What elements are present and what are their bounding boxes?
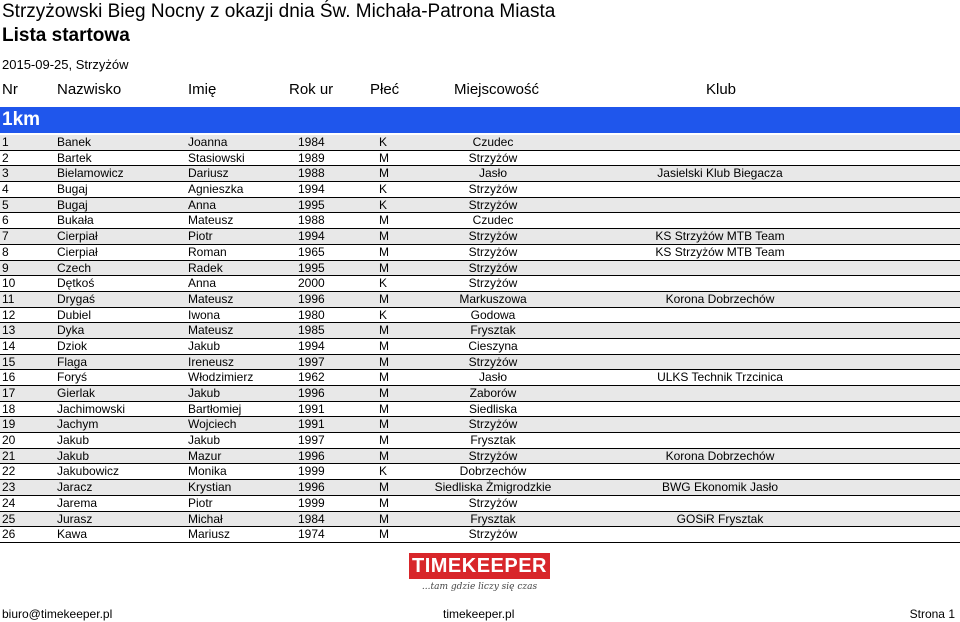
- cell-nr: 5: [2, 197, 9, 212]
- cell-rok: 1984: [298, 511, 325, 526]
- cell-klub-text: Korona Dobrzechów: [665, 291, 775, 306]
- cell-rok: 1988: [298, 166, 325, 181]
- start-list-table: [0, 135, 960, 543]
- section-label: 1km: [2, 109, 41, 130]
- cell-imie: Agnieszka: [188, 182, 244, 197]
- cell-rok: 1962: [298, 370, 325, 385]
- cell-nr: 10: [2, 276, 16, 291]
- cell-nr: 22: [2, 464, 16, 479]
- table-row: [0, 292, 960, 308]
- cell-miejscowosc-text: Czudec: [472, 135, 514, 149]
- cell-nazwisko: Drygaś: [57, 291, 96, 306]
- cell-miejscowosc-text: Strzyżów: [468, 354, 518, 369]
- cell-miejscowosc-text: Strzyżów: [468, 197, 518, 212]
- cell-rok: 1994: [298, 229, 325, 244]
- cell-nazwisko: Jachym: [57, 417, 99, 432]
- cell-nr: 2: [2, 150, 9, 165]
- cell-rok: 1996: [298, 291, 325, 306]
- cell-rok: 1995: [298, 197, 325, 212]
- cell-plec: K: [379, 197, 388, 212]
- col-header-miejscowosc: Miejscowość: [454, 81, 540, 98]
- col-header-plec: Płeć: [370, 81, 400, 98]
- table-row: [0, 213, 960, 229]
- table-row: [0, 496, 960, 512]
- footer-email: biuro@timekeeper.pl: [2, 607, 113, 621]
- cell-nazwisko: Gierlak: [57, 386, 96, 400]
- cell-plec: M: [379, 527, 389, 542]
- cell-imie: Joanna: [188, 135, 228, 149]
- cell-rok: 1996: [298, 448, 325, 463]
- cell-miejscowosc-text: Strzyżów: [468, 229, 518, 244]
- cell-imie: Jakub: [188, 433, 221, 448]
- cell-miejscowosc-text: Strzyżów: [468, 276, 518, 291]
- col-header-imie: Imię: [188, 81, 217, 98]
- page-title: Strzyżowski Bieg Nocny z okazji dnia Św. Michała-Patrona Miasta: [2, 1, 556, 22]
- cell-nazwisko: Czech: [57, 260, 92, 275]
- cell-nr: 23: [2, 480, 16, 495]
- cell-nazwisko: Flaga: [57, 354, 88, 369]
- cell-plec: K: [379, 135, 388, 149]
- cell-nazwisko: Kawa: [57, 527, 88, 542]
- cell-imie: Jakub: [188, 386, 221, 400]
- cell-imie: Anna: [188, 276, 217, 291]
- section-band: [0, 107, 960, 133]
- cell-nr: 25: [2, 511, 16, 526]
- cell-nazwisko: Jachimowski: [57, 401, 126, 416]
- table-row: [0, 402, 960, 418]
- table-row: [0, 464, 960, 480]
- cell-rok: 1997: [298, 354, 325, 369]
- table-row: [0, 355, 960, 371]
- cell-nr: 26: [2, 527, 16, 542]
- table-row: [0, 261, 960, 277]
- table-row: [0, 229, 960, 245]
- cell-nr: 16: [2, 370, 16, 385]
- table-row: [0, 151, 960, 167]
- cell-nazwisko: Dyka: [57, 323, 85, 338]
- cell-plec: M: [379, 511, 389, 526]
- cell-imie: Iwona: [188, 307, 221, 322]
- logo-wordmark: TIMEKEEPER: [411, 554, 548, 577]
- table-row: [0, 527, 960, 543]
- cell-rok: 1985: [298, 323, 325, 338]
- cell-klub-text: BWG Ekonomik Jasło: [661, 480, 779, 495]
- table-row: [0, 166, 960, 182]
- cell-nr: 21: [2, 448, 16, 463]
- table-row: [0, 449, 960, 465]
- table-row: [0, 135, 960, 151]
- page-subtitle: Lista startowa: [2, 25, 130, 46]
- cell-nazwisko: Bugaj: [57, 197, 88, 212]
- cell-rok: 1988: [298, 213, 325, 228]
- cell-imie: Monika: [188, 464, 227, 479]
- cell-miejscowosc-text: Strzyżów: [468, 150, 518, 165]
- cell-imie: Włodzimierz: [188, 370, 254, 385]
- cell-nr: 3: [2, 166, 9, 181]
- cell-imie: Bartłomiej: [188, 401, 242, 416]
- cell-imie: Dariusz: [188, 166, 229, 181]
- cell-nazwisko: Bartek: [57, 150, 92, 165]
- cell-nr: 6: [2, 213, 9, 228]
- cell-miejscowosc-text: Strzyżów: [468, 182, 518, 197]
- cell-nazwisko: Bielamowicz: [57, 166, 124, 181]
- cell-plec: M: [379, 401, 389, 416]
- cell-nazwisko: Bukała: [57, 213, 94, 228]
- cell-rok: 1974: [298, 527, 325, 542]
- cell-plec: M: [379, 448, 389, 463]
- col-header-rok: Rok ur: [289, 81, 334, 98]
- cell-nazwisko: Jakubowicz: [57, 464, 120, 479]
- cell-miejscowosc-text: Zaborów: [469, 386, 517, 400]
- cell-nazwisko: Dubiel: [57, 307, 92, 322]
- cell-nr: 7: [2, 229, 9, 244]
- cell-plec: M: [379, 480, 389, 495]
- col-header-nazwisko: Nazwisko: [57, 81, 122, 98]
- cell-miejscowosc-text: Siedliska: [468, 401, 518, 416]
- cell-imie: Piotr: [188, 495, 213, 510]
- cell-imie: Jakub: [188, 338, 221, 353]
- cell-miejscowosc-text: Strzyżów: [468, 417, 518, 432]
- cell-plec: M: [379, 213, 389, 228]
- cell-plec: M: [379, 433, 389, 448]
- cell-imie: Mazur: [188, 448, 222, 463]
- cell-miejscowosc-text: Frysztak: [470, 511, 516, 526]
- cell-rok: 1994: [298, 338, 325, 353]
- cell-nr: 8: [2, 244, 9, 259]
- cell-plec: M: [379, 150, 389, 165]
- cell-plec: K: [379, 182, 388, 197]
- table-row: [0, 433, 960, 449]
- cell-imie: Piotr: [188, 229, 213, 244]
- cell-plec: M: [379, 323, 389, 338]
- cell-rok: 1996: [298, 480, 325, 495]
- table-row: [0, 417, 960, 433]
- cell-imie: Mateusz: [188, 323, 234, 338]
- cell-rok: 1994: [298, 182, 325, 197]
- cell-imie: Mariusz: [188, 527, 231, 542]
- cell-plec: K: [379, 307, 388, 322]
- cell-miejscowosc-text: Strzyżów: [468, 495, 518, 510]
- cell-imie: Michał: [188, 511, 223, 526]
- cell-miejscowosc-text: Godowa: [470, 307, 516, 322]
- cell-nr: 19: [2, 417, 16, 432]
- cell-nazwisko: Jarema: [57, 495, 98, 510]
- cell-miejscowosc-text: Siedliska Żmigrodzkie: [434, 480, 552, 495]
- table-row: [0, 370, 960, 386]
- table-row: [0, 386, 960, 402]
- cell-nr: 17: [2, 386, 16, 400]
- cell-nazwisko: Cierpiał: [57, 244, 98, 259]
- cell-nazwisko: Jakub: [57, 433, 90, 448]
- col-header-klub: Klub: [706, 81, 737, 98]
- table-row: [0, 512, 960, 528]
- cell-nazwisko: Foryś: [57, 370, 87, 385]
- footer-site: timekeeper.pl: [443, 607, 515, 621]
- cell-plec: M: [379, 386, 389, 400]
- cell-plec: M: [379, 354, 389, 369]
- table-row: [0, 276, 960, 292]
- cell-rok: 1999: [298, 464, 325, 479]
- cell-nazwisko: Dziok: [57, 338, 88, 353]
- cell-rok: 1991: [298, 401, 325, 416]
- cell-imie: Krystian: [188, 480, 232, 495]
- cell-plec: K: [379, 276, 388, 291]
- table-row: [0, 339, 960, 355]
- cell-miejscowosc-text: Markuszowa: [459, 291, 527, 306]
- cell-miejscowosc-text: Czudec: [472, 213, 514, 228]
- cell-nazwisko: Jaracz: [57, 480, 93, 495]
- cell-miejscowosc-text: Jasło: [478, 166, 508, 181]
- cell-rok: 2000: [298, 276, 325, 291]
- cell-klub-text: ULKS Technik Trzcinica: [657, 370, 783, 385]
- cell-plec: M: [379, 370, 389, 385]
- page-footer: [0, 607, 960, 622]
- cell-nazwisko: Banek: [57, 135, 92, 149]
- cell-rok: 1980: [298, 307, 325, 322]
- cell-miejscowosc-text: Cieszyna: [468, 338, 518, 353]
- cell-miejscowosc-text: Strzyżów: [468, 448, 518, 463]
- cell-nr: 24: [2, 495, 16, 510]
- cell-plec: M: [379, 260, 389, 275]
- cell-rok: 1991: [298, 417, 325, 432]
- cell-plec: M: [379, 338, 389, 353]
- cell-nazwisko: Jakub: [57, 448, 90, 463]
- cell-klub-text: KS Strzyżów MTB Team: [655, 244, 785, 259]
- cell-imie: Mateusz: [188, 291, 234, 306]
- logo-box: [409, 553, 550, 579]
- cell-miejscowosc-text: Strzyżów: [468, 244, 518, 259]
- cell-miejscowosc-text: Frysztak: [470, 433, 516, 448]
- table-row: [0, 198, 960, 214]
- cell-nazwisko: Bugaj: [57, 182, 88, 197]
- cell-plec: M: [379, 229, 389, 244]
- cell-klub-text: GOSiR Frysztak: [676, 511, 764, 526]
- cell-nr: 11: [2, 291, 15, 306]
- cell-nr: 4: [2, 182, 9, 197]
- cell-rok: 1999: [298, 495, 325, 510]
- cell-plec: M: [379, 417, 389, 432]
- cell-nazwisko: Dętkoś: [57, 276, 95, 291]
- event-date-location: 2015-09-25, Strzyżów: [2, 57, 129, 72]
- cell-rok: 1984: [298, 135, 325, 149]
- col-header-nr: Nr: [2, 81, 18, 98]
- cell-miejscowosc-text: Strzyżów: [468, 260, 518, 275]
- cell-miejscowosc-text: Dobrzechów: [459, 464, 527, 479]
- cell-nr: 15: [2, 354, 16, 369]
- cell-klub-text: Korona Dobrzechów: [665, 448, 775, 463]
- cell-imie: Mateusz: [188, 213, 234, 228]
- cell-nr: 18: [2, 401, 16, 416]
- cell-plec: M: [379, 166, 389, 181]
- table-header: [0, 80, 960, 100]
- cell-miejscowosc-text: Strzyżów: [468, 527, 518, 542]
- cell-nr: 14: [2, 338, 16, 353]
- cell-klub-text: KS Strzyżów MTB Team: [655, 229, 785, 244]
- cell-rok: 1996: [298, 386, 325, 400]
- cell-plec: K: [379, 464, 388, 479]
- cell-rok: 1997: [298, 433, 325, 448]
- cell-plec: M: [379, 291, 389, 306]
- cell-imie: Anna: [188, 197, 217, 212]
- cell-nr: 13: [2, 323, 16, 338]
- cell-imie: Stasiowski: [188, 150, 245, 165]
- cell-nr: 12: [2, 307, 16, 322]
- cell-nr: 1: [2, 135, 9, 149]
- table-row: [0, 245, 960, 261]
- footer-page-number: Strona 1: [909, 607, 955, 621]
- cell-nazwisko: Jurasz: [57, 511, 93, 526]
- cell-plec: M: [379, 244, 389, 259]
- table-row: [0, 480, 960, 496]
- cell-imie: Wojciech: [188, 417, 237, 432]
- table-row: [0, 182, 960, 198]
- cell-rok: 1989: [298, 150, 325, 165]
- cell-nazwisko: Cierpiał: [57, 229, 98, 244]
- cell-klub-text: Jasielski Klub Biegacza: [657, 166, 783, 181]
- cell-miejscowosc-text: Jasło: [478, 370, 508, 385]
- table-row: [0, 323, 960, 339]
- cell-imie: Ireneusz: [188, 354, 235, 369]
- cell-imie: Radek: [188, 260, 223, 275]
- table-row: [0, 308, 960, 324]
- cell-imie: Roman: [188, 244, 227, 259]
- cell-rok: 1965: [298, 244, 325, 259]
- cell-nr: 20: [2, 433, 16, 448]
- timekeeper-logo: [409, 553, 550, 598]
- cell-nr: 9: [2, 260, 9, 275]
- cell-rok: 1995: [298, 260, 325, 275]
- cell-plec: M: [379, 495, 389, 510]
- cell-miejscowosc-text: Frysztak: [470, 323, 516, 338]
- logo-tagline: ...tam gdzie liczy się czas: [421, 582, 538, 592]
